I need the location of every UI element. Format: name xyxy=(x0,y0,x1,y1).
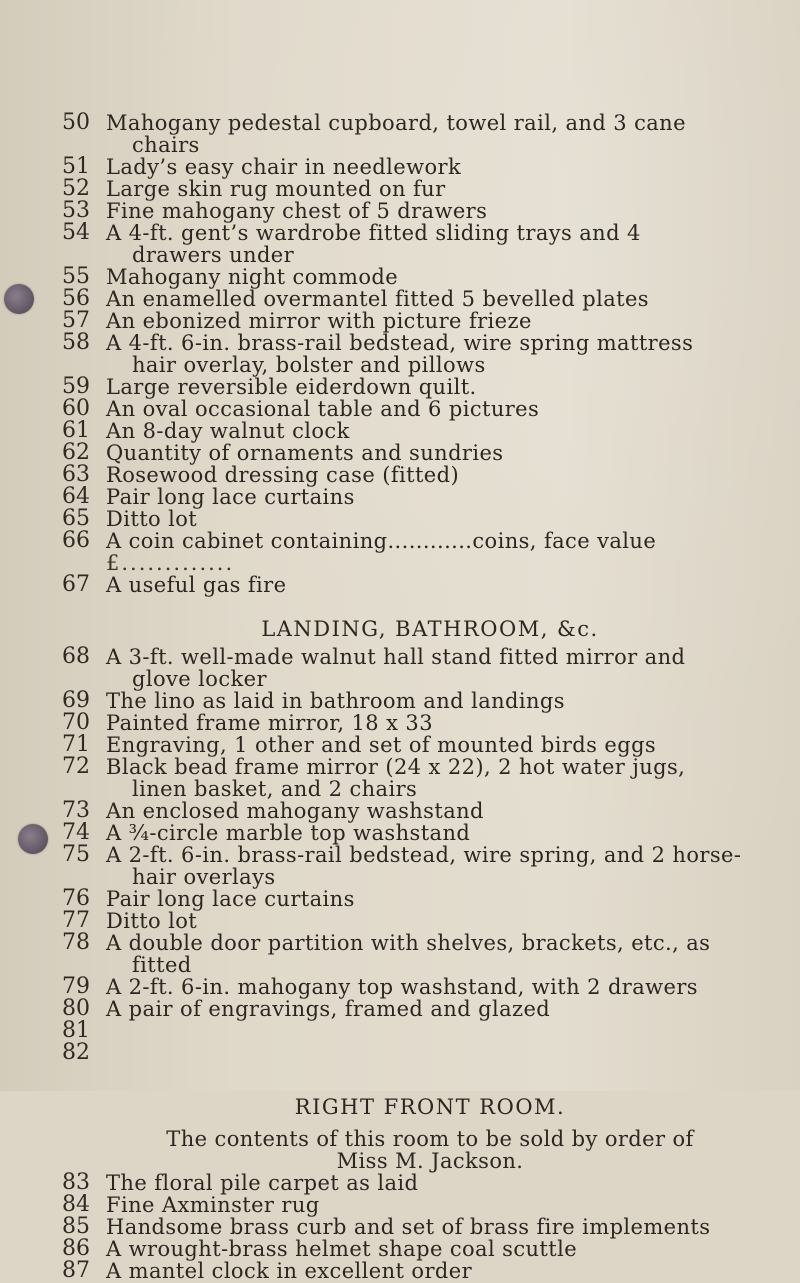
lot-description xyxy=(106,530,778,552)
lot-number: 51 xyxy=(62,154,90,179)
lot-entry xyxy=(0,1260,800,1282)
lot-description xyxy=(106,734,778,756)
lot-description-continuation: fitted xyxy=(132,953,192,977)
lot-entry xyxy=(0,932,800,976)
lot-description xyxy=(106,332,778,376)
lot-number: 71 xyxy=(62,732,90,757)
lot-entry xyxy=(0,288,800,310)
lot-description-line: A pair of engravings, framed and glazed xyxy=(106,997,551,1021)
lot-number: 74 xyxy=(62,820,90,845)
lot-description xyxy=(106,646,778,690)
lot-entry xyxy=(0,178,800,200)
lot-number: 80 xyxy=(62,996,90,1021)
lot-description xyxy=(106,976,778,998)
lot-description xyxy=(106,800,778,822)
lot-number: 55 xyxy=(62,264,90,289)
lot-description-line: Fine Axminster rug xyxy=(106,1193,320,1217)
lot-number: 76 xyxy=(62,886,90,911)
lot-entry xyxy=(0,800,800,822)
lot-description-line: A 3-ft. well-made walnut hall stand fitted mirror and xyxy=(106,645,686,669)
lot-entry xyxy=(0,266,800,288)
lot-number: 56 xyxy=(62,286,90,311)
lot-number: 86 xyxy=(62,1236,90,1261)
lot-number: 69 xyxy=(62,688,90,713)
lot-description xyxy=(106,690,778,712)
coin-face-value-line: £............. xyxy=(106,551,235,575)
lot-description-line: Quantity of ornaments and sundries xyxy=(106,441,504,465)
lot-description-line: An oval occasional table and 6 pictures xyxy=(106,397,540,421)
lot-entry xyxy=(0,376,800,398)
lot-description-continuation: hair overlays xyxy=(132,865,276,889)
lot-description xyxy=(106,574,778,596)
lot-number: 63 xyxy=(62,462,90,487)
lot-number: 60 xyxy=(62,396,90,421)
lot-description xyxy=(106,178,778,200)
lot-description-line: The floral pile carpet as laid xyxy=(106,1171,419,1195)
lot-entry xyxy=(0,822,800,844)
lot-description xyxy=(106,756,778,800)
lot-entry xyxy=(0,1216,800,1238)
lot-description xyxy=(106,1020,778,1042)
lot-entry xyxy=(0,712,800,734)
lot-entry xyxy=(0,888,800,910)
lot-entry xyxy=(0,508,800,530)
lot-number: 66 xyxy=(62,528,90,553)
lot-description-continuation: chairs xyxy=(132,133,200,157)
lot-entry xyxy=(0,156,800,178)
lot-description xyxy=(106,266,778,288)
lot-description-line: A wrought-brass helmet shape coal scuttle xyxy=(106,1237,578,1261)
lot-number: 81 xyxy=(62,1018,90,1043)
lot-description-line: An 8-day walnut clock xyxy=(106,419,350,443)
lot-description xyxy=(106,398,778,420)
lot-entry xyxy=(0,398,800,420)
lot-description xyxy=(106,1194,778,1216)
lot-description-line: A 4-ft. 6-in. brass-rail bedstead, wire spring mattress xyxy=(106,331,694,355)
lot-description-line: An ebonized mirror with picture frieze xyxy=(106,309,532,333)
lot-entry xyxy=(0,1020,800,1042)
lot-entry xyxy=(0,1042,800,1064)
lot-description-line: Painted frame mirror, 18 x 33 xyxy=(106,711,433,735)
lot-description-line: Black bead frame mirror (24 x 22), 2 hot water jugs, xyxy=(106,755,686,779)
lot-number: 77 xyxy=(62,908,90,933)
lot-number: 67 xyxy=(62,572,90,597)
lot-number: 72 xyxy=(62,754,90,779)
lot-description xyxy=(106,1172,778,1194)
lot-description-continuation: glove locker xyxy=(132,667,267,691)
lot-entry xyxy=(0,420,800,442)
lot-number: 73 xyxy=(62,798,90,823)
lot-entry xyxy=(0,310,800,332)
lot-number: 83 xyxy=(62,1170,90,1195)
lot-description-line: Mahogany night commode xyxy=(106,265,399,289)
lot-number: 70 xyxy=(62,710,90,735)
lot-entry xyxy=(0,200,800,222)
lot-entry xyxy=(0,1172,800,1194)
lot-description-line: Rosewood dressing case (fitted) xyxy=(106,463,460,487)
lot-number: 53 xyxy=(62,198,90,223)
lot-description xyxy=(106,442,778,464)
lot-description xyxy=(106,376,778,398)
lot-entry xyxy=(0,574,800,596)
lot-number: 52 xyxy=(62,176,90,201)
lot-description-line: A coin cabinet containing............coins, face value xyxy=(106,529,657,553)
lot-description-line: A ¾-circle marble top washstand xyxy=(106,821,471,845)
lot-description-line: Lady’s easy chair in needlework xyxy=(106,155,462,179)
lot-description xyxy=(106,310,778,332)
lot-description xyxy=(106,486,778,508)
lot-description-line: Pair long lace curtains xyxy=(106,485,355,509)
lot-description-continuation: hair overlay, bolster and pillows xyxy=(132,353,486,377)
lot-description xyxy=(106,712,778,734)
lot-number: 54 xyxy=(62,220,90,245)
lot-number: 78 xyxy=(62,930,90,955)
lot-entry xyxy=(0,1194,800,1216)
lot-entry xyxy=(0,442,800,464)
lot-entry xyxy=(0,222,800,266)
lot-description xyxy=(106,200,778,222)
lot-description xyxy=(106,844,778,888)
lot-entry xyxy=(0,464,800,486)
lot-entry xyxy=(0,1238,800,1260)
sale-note-line: The contents of this room to be sold by order of xyxy=(166,1127,694,1151)
lot-entry xyxy=(0,976,800,998)
lot-number: 84 xyxy=(62,1192,90,1217)
lot-description-line: A double door partition with shelves, brackets, etc., as xyxy=(106,931,711,955)
lot-number: 61 xyxy=(62,418,90,443)
lot-entry xyxy=(0,756,800,800)
lot-description xyxy=(106,288,778,310)
lot-description xyxy=(106,1238,778,1260)
lot-number: 85 xyxy=(62,1214,90,1239)
lot-number: 62 xyxy=(62,440,90,465)
lot-description xyxy=(106,888,778,910)
lot-number: 64 xyxy=(62,484,90,509)
lot-description-line: Large reversible eiderdown quilt. xyxy=(106,375,477,399)
lot-description-line: A 4-ft. gent’s wardrobe fitted sliding trays and 4 xyxy=(106,221,641,245)
lot-description-line: An enclosed mahogany washstand xyxy=(106,799,484,823)
lot-entry xyxy=(0,690,800,712)
lot-number: 58 xyxy=(62,330,90,355)
lot-description-continuation: drawers under xyxy=(132,243,295,267)
lot-description-line: A 2-ft. 6-in. mahogany top washstand, with 2 drawers xyxy=(106,975,698,999)
lot-number: 79 xyxy=(62,974,90,999)
lot-entry xyxy=(0,844,800,888)
lot-description xyxy=(106,998,778,1020)
lot-description-line: The lino as laid in bathroom and landings xyxy=(106,689,565,713)
lot-description xyxy=(106,156,778,178)
lot-description-line: Mahogany pedestal cupboard, towel rail, and 3 cane xyxy=(106,111,686,135)
lot-number: 82 xyxy=(62,1040,90,1065)
lot-description xyxy=(106,1260,778,1282)
lot-description-line: Fine mahogany chest of 5 drawers xyxy=(106,199,488,223)
lot-description-line: Engraving, 1 other and set of mounted birds eggs xyxy=(106,733,657,757)
lot-description-line: Handsome brass curb and set of brass fire implements xyxy=(106,1215,711,1239)
lot-description xyxy=(106,222,778,266)
lot-description-line: Ditto lot xyxy=(106,909,198,933)
lot-description-line: Pair long lace curtains xyxy=(106,887,355,911)
lot-entry xyxy=(0,112,800,156)
section-heading-landing-bathroom: LANDING, BATHROOM, &c. xyxy=(261,617,599,641)
lot-number: 65 xyxy=(62,506,90,531)
section-heading-right-front-room: RIGHT FRONT ROOM. xyxy=(294,1095,566,1119)
lot-description xyxy=(106,420,778,442)
lot-description xyxy=(106,464,778,486)
lot-entry xyxy=(0,332,800,376)
lot-description xyxy=(106,112,778,156)
lot-description xyxy=(106,910,778,932)
lot-entry xyxy=(0,530,800,552)
lot-description-line: Large skin rug mounted on fur xyxy=(106,177,446,201)
lot-number: 59 xyxy=(62,374,90,399)
lot-description-continuation: linen basket, and 2 chairs xyxy=(132,777,418,801)
lot-entry xyxy=(0,910,800,932)
lot-description-line: A 2-ft. 6-in. brass-rail bedstead, wire spring, and 2 horse- xyxy=(106,843,742,867)
lot-description-line: A mantel clock in excellent order xyxy=(106,1259,473,1283)
lot-entry xyxy=(0,998,800,1020)
lot-entry xyxy=(0,486,800,508)
lot-description xyxy=(106,508,778,530)
lot-description xyxy=(106,1042,778,1064)
lot-description-line: Ditto lot xyxy=(106,507,198,531)
lot-entry xyxy=(0,734,800,756)
lot-description-line: A useful gas fire xyxy=(106,573,287,597)
lot-description xyxy=(106,932,778,976)
lot-description xyxy=(106,1216,778,1238)
lot-number: 50 xyxy=(62,110,90,135)
lot-number: 68 xyxy=(62,644,90,669)
lot-description-line: An enamelled overmantel fitted 5 bevelled plates xyxy=(106,287,649,311)
lot-list xyxy=(0,112,800,1282)
lot-entry xyxy=(0,646,800,690)
lot-description xyxy=(106,822,778,844)
lot-number: 87 xyxy=(62,1258,90,1283)
lot-number: 75 xyxy=(62,842,90,867)
lot-number: 57 xyxy=(62,308,90,333)
sale-note-owner: Miss M. Jackson. xyxy=(336,1149,524,1173)
